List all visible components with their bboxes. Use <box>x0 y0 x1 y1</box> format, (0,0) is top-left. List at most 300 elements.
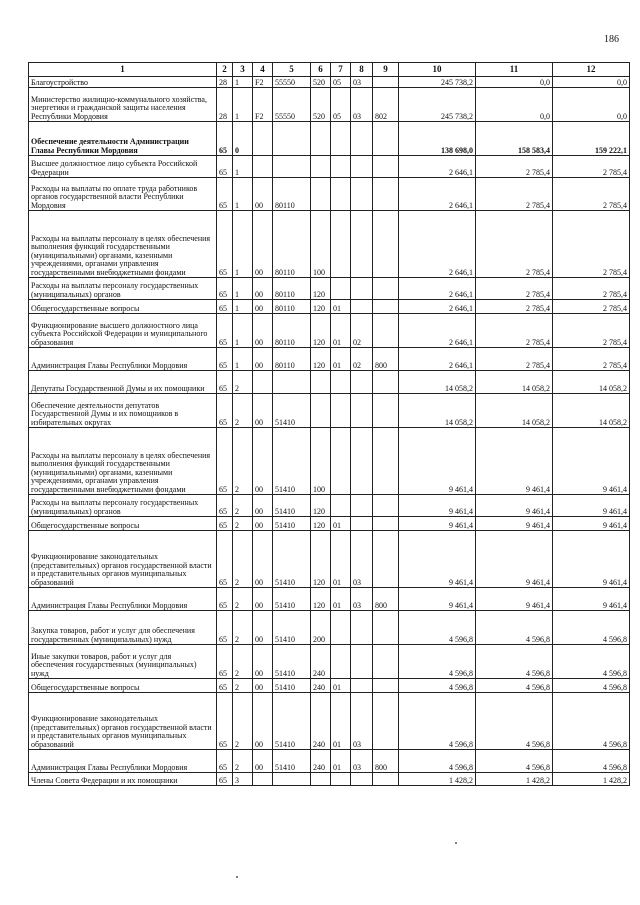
table-row <box>29 588 630 611</box>
code-cell: 120 <box>311 314 331 348</box>
amount-cell: 2 785,4 <box>476 278 553 300</box>
amount-cell: 4 596,8 <box>399 693 476 750</box>
code-cell <box>253 773 273 786</box>
code-cell: 800 <box>373 750 399 773</box>
code-cell <box>373 371 399 394</box>
amount-cell: 1 428,2 <box>476 773 553 786</box>
amount-cell: 4 596,8 <box>399 679 476 693</box>
amount-cell: 9 461,4 <box>553 428 630 495</box>
code-cell <box>273 773 311 786</box>
code-cell: 1 <box>233 278 253 300</box>
code-cell: 65 <box>217 531 233 588</box>
amount-cell: 9 461,4 <box>399 531 476 588</box>
code-cell: 80110 <box>273 300 311 314</box>
code-cell <box>311 178 331 211</box>
code-cell: 3 <box>233 773 253 786</box>
table-row <box>29 750 630 773</box>
code-cell: 00 <box>253 611 273 645</box>
code-cell: 200 <box>311 611 331 645</box>
code-cell: 00 <box>253 693 273 750</box>
code-cell <box>373 314 399 348</box>
code-cell: 0 <box>233 122 253 156</box>
code-cell: 00 <box>253 428 273 495</box>
code-cell: 65 <box>217 611 233 645</box>
code-cell <box>373 531 399 588</box>
code-cell: 2 <box>233 693 253 750</box>
code-cell: 01 <box>331 348 351 371</box>
code-cell: 2 <box>233 495 253 517</box>
row-label-cell: Администрация Главы Республики Мордовия <box>29 750 217 773</box>
row-label-cell: Депутаты Государственной Думы и их помощники <box>29 371 217 394</box>
code-cell: 28 <box>217 88 233 122</box>
code-cell: 01 <box>331 314 351 348</box>
table-header-row <box>29 63 630 77</box>
amount-cell: 2 785,4 <box>553 178 630 211</box>
code-cell: F2 <box>253 88 273 122</box>
row-label-cell: Функционирование законодательных (представительных) органов государственной власти и представительных органов муниципальных образований <box>29 693 217 750</box>
code-cell: 00 <box>253 679 273 693</box>
code-cell: 03 <box>351 531 373 588</box>
amount-cell: 245 738,2 <box>399 88 476 122</box>
code-cell <box>253 156 273 178</box>
amount-cell: 2 646,1 <box>399 314 476 348</box>
table-row <box>29 611 630 645</box>
code-cell <box>373 693 399 750</box>
amount-cell: 9 461,4 <box>476 428 553 495</box>
code-cell <box>253 122 273 156</box>
row-label-cell: Функционирование законодательных (представительных) органов государственной власти и представительных органов муниципальных образований <box>29 531 217 588</box>
code-cell: 02 <box>351 348 373 371</box>
code-cell: 802 <box>373 88 399 122</box>
row-label-cell: Расходы на выплаты персоналу в целях обеспечения выполнения функций государственными (муниципальными) органами, казенными учреждениями, органами управления государственными внебюджетными фондами <box>29 428 217 495</box>
code-cell <box>351 178 373 211</box>
code-cell <box>311 773 331 786</box>
code-cell: 51410 <box>273 517 311 531</box>
code-cell: 65 <box>217 693 233 750</box>
code-cell: 80110 <box>273 314 311 348</box>
code-cell: 01 <box>331 679 351 693</box>
table-row <box>29 314 630 348</box>
table-row <box>29 371 630 394</box>
amount-cell: 0,0 <box>553 77 630 88</box>
code-cell: 01 <box>331 693 351 750</box>
table-row <box>29 300 630 314</box>
amount-cell: 2 646,1 <box>399 278 476 300</box>
table-row <box>29 122 630 156</box>
code-cell: 00 <box>253 348 273 371</box>
amount-cell: 2 785,4 <box>553 211 630 278</box>
code-cell: 03 <box>351 77 373 88</box>
row-label-cell: Члены Совета Федерации и их помощники <box>29 773 217 786</box>
code-cell <box>351 611 373 645</box>
code-cell <box>373 611 399 645</box>
code-cell <box>331 278 351 300</box>
code-cell: 65 <box>217 588 233 611</box>
code-cell: 65 <box>217 178 233 211</box>
code-cell <box>253 371 273 394</box>
amount-cell: 4 596,8 <box>476 611 553 645</box>
budget-table <box>28 62 630 786</box>
code-cell: 120 <box>311 278 331 300</box>
code-cell: 65 <box>217 750 233 773</box>
amount-cell: 2 785,4 <box>476 156 553 178</box>
code-cell: 65 <box>217 348 233 371</box>
row-label-cell: Общегосударственные вопросы <box>29 679 217 693</box>
code-cell <box>331 773 351 786</box>
code-cell: 1 <box>233 314 253 348</box>
code-cell <box>331 211 351 278</box>
row-label-cell: Общегосударственные вопросы <box>29 517 217 531</box>
code-cell: 01 <box>331 517 351 531</box>
row-label-cell: Администрация Главы Республики Мордовия <box>29 588 217 611</box>
code-cell <box>373 428 399 495</box>
code-cell: 51410 <box>273 394 311 428</box>
code-cell <box>331 371 351 394</box>
code-cell: 100 <box>311 211 331 278</box>
amount-cell: 9 461,4 <box>476 588 553 611</box>
table-row <box>29 517 630 531</box>
row-label-cell: Расходы на выплаты по оплате труда работников органов государственной власти Республики Мордовия <box>29 178 217 211</box>
table-row <box>29 211 630 278</box>
page-number: 186 <box>604 34 619 45</box>
column-header: 9 <box>373 63 399 77</box>
amount-cell: 9 461,4 <box>476 517 553 531</box>
amount-cell: 9 461,4 <box>553 517 630 531</box>
code-cell <box>351 394 373 428</box>
code-cell: 65 <box>217 679 233 693</box>
table-row <box>29 178 630 211</box>
code-cell: 1 <box>233 211 253 278</box>
code-cell: 01 <box>331 300 351 314</box>
amount-cell: 2 646,1 <box>399 178 476 211</box>
amount-cell: 0,0 <box>476 77 553 88</box>
code-cell: 800 <box>373 348 399 371</box>
column-header: 5 <box>273 63 311 77</box>
amount-cell: 2 646,1 <box>399 211 476 278</box>
code-cell: 1 <box>233 348 253 371</box>
code-cell: 65 <box>217 394 233 428</box>
column-header: 6 <box>311 63 331 77</box>
scan-speck <box>455 842 457 844</box>
code-cell: 1 <box>233 156 253 178</box>
code-cell <box>351 278 373 300</box>
code-cell <box>331 178 351 211</box>
amount-cell: 0,0 <box>553 88 630 122</box>
code-cell: 05 <box>331 77 351 88</box>
code-cell: 00 <box>253 211 273 278</box>
code-cell <box>373 517 399 531</box>
column-header: 11 <box>476 63 553 77</box>
code-cell: 80110 <box>273 178 311 211</box>
code-cell <box>273 122 311 156</box>
amount-cell: 2 646,1 <box>399 348 476 371</box>
table-row <box>29 773 630 786</box>
amount-cell: 9 461,4 <box>553 495 630 517</box>
code-cell: 55550 <box>273 77 311 88</box>
amount-cell: 4 596,8 <box>476 679 553 693</box>
amount-cell: 158 583,4 <box>476 122 553 156</box>
amount-cell: 2 785,4 <box>476 300 553 314</box>
code-cell: 65 <box>217 428 233 495</box>
code-cell: 65 <box>217 314 233 348</box>
code-cell <box>373 156 399 178</box>
code-cell: 80110 <box>273 348 311 371</box>
code-cell <box>373 679 399 693</box>
code-cell <box>373 77 399 88</box>
code-cell: 00 <box>253 531 273 588</box>
amount-cell: 4 596,8 <box>399 611 476 645</box>
code-cell: 2 <box>233 531 253 588</box>
amount-cell: 245 738,2 <box>399 77 476 88</box>
code-cell: 80110 <box>273 211 311 278</box>
code-cell: 00 <box>253 495 273 517</box>
code-cell: 65 <box>217 156 233 178</box>
row-label-cell: Администрация Главы Республики Мордовия <box>29 348 217 371</box>
amount-cell: 2 785,4 <box>553 348 630 371</box>
code-cell: 520 <box>311 88 331 122</box>
code-cell: 00 <box>253 750 273 773</box>
code-cell <box>311 122 331 156</box>
code-cell: 51410 <box>273 645 311 679</box>
amount-cell: 14 058,2 <box>553 394 630 428</box>
code-cell <box>373 645 399 679</box>
amount-cell: 14 058,2 <box>476 394 553 428</box>
amount-cell: 2 785,4 <box>553 278 630 300</box>
row-label-cell: Закупка товаров, работ и услуг для обеспечения государственных (муниципальных) нужд <box>29 611 217 645</box>
amount-cell: 4 596,8 <box>399 750 476 773</box>
table-row <box>29 428 630 495</box>
code-cell: 120 <box>311 348 331 371</box>
code-cell: 120 <box>311 495 331 517</box>
code-cell: 00 <box>253 645 273 679</box>
code-cell <box>331 645 351 679</box>
amount-cell: 1 428,2 <box>553 773 630 786</box>
amount-cell: 4 596,8 <box>476 645 553 679</box>
table-row <box>29 394 630 428</box>
column-header: 8 <box>351 63 373 77</box>
code-cell <box>331 156 351 178</box>
amount-cell: 4 596,8 <box>476 750 553 773</box>
amount-cell: 159 222,1 <box>553 122 630 156</box>
code-cell: 00 <box>253 517 273 531</box>
code-cell: 03 <box>351 693 373 750</box>
code-cell: 65 <box>217 645 233 679</box>
code-cell <box>351 156 373 178</box>
code-cell: 2 <box>233 679 253 693</box>
amount-cell: 138 698,0 <box>399 122 476 156</box>
code-cell <box>311 371 331 394</box>
row-label-cell: Обеспечение деятельности Администрации Главы Республики Мордовия <box>29 122 217 156</box>
code-cell <box>331 428 351 495</box>
code-cell <box>351 122 373 156</box>
code-cell: 02 <box>351 314 373 348</box>
code-cell <box>373 773 399 786</box>
column-header: 7 <box>331 63 351 77</box>
amount-cell: 9 461,4 <box>399 495 476 517</box>
code-cell: 800 <box>373 588 399 611</box>
code-cell: 03 <box>351 750 373 773</box>
code-cell <box>331 611 351 645</box>
amount-cell: 4 596,8 <box>553 645 630 679</box>
code-cell: 55550 <box>273 88 311 122</box>
code-cell: 1 <box>233 178 253 211</box>
code-cell: 1 <box>233 77 253 88</box>
amount-cell: 2 646,1 <box>399 300 476 314</box>
code-cell: 00 <box>253 278 273 300</box>
code-cell: 65 <box>217 773 233 786</box>
amount-cell: 14 058,2 <box>553 371 630 394</box>
amount-cell: 2 785,4 <box>553 156 630 178</box>
code-cell: 65 <box>217 278 233 300</box>
code-cell: 65 <box>217 300 233 314</box>
code-cell: 01 <box>331 750 351 773</box>
table-row <box>29 156 630 178</box>
row-label-cell: Обеспечение деятельности депутатов Государственной Думы и их помощников в избирательных округах <box>29 394 217 428</box>
code-cell: 51410 <box>273 679 311 693</box>
code-cell <box>351 495 373 517</box>
code-cell: 2 <box>233 394 253 428</box>
row-label-cell: Расходы на выплаты персоналу государственных (муниципальных) органов <box>29 495 217 517</box>
row-label-cell: Министерство жилищно-коммунального хозяйства, энергетики и гражданской защиты населения Республики Мордовия <box>29 88 217 122</box>
code-cell: 2 <box>233 428 253 495</box>
code-cell: 00 <box>253 300 273 314</box>
code-cell: 01 <box>331 588 351 611</box>
row-label-cell: Расходы на выплаты персоналу государственных (муниципальных) органов <box>29 278 217 300</box>
code-cell <box>373 495 399 517</box>
code-cell: 03 <box>351 88 373 122</box>
column-header: 4 <box>253 63 273 77</box>
amount-cell: 9 461,4 <box>553 588 630 611</box>
code-cell: 01 <box>331 531 351 588</box>
code-cell: 240 <box>311 693 331 750</box>
code-cell <box>351 679 373 693</box>
code-cell: 51410 <box>273 611 311 645</box>
amount-cell: 2 785,4 <box>553 314 630 348</box>
code-cell <box>331 495 351 517</box>
code-cell: 65 <box>217 211 233 278</box>
code-cell: 51410 <box>273 693 311 750</box>
code-cell <box>351 428 373 495</box>
row-label-cell: Высшее должностное лицо субъекта Российской Федерации <box>29 156 217 178</box>
amount-cell: 2 785,4 <box>476 314 553 348</box>
amount-cell: 4 596,8 <box>399 645 476 679</box>
row-label-cell: Функционирование высшего должностного лица субъекта Российской Федерации и муниципального образования <box>29 314 217 348</box>
code-cell <box>351 371 373 394</box>
code-cell <box>311 156 331 178</box>
table-row <box>29 693 630 750</box>
code-cell: 51410 <box>273 588 311 611</box>
code-cell: 05 <box>331 88 351 122</box>
code-cell: 00 <box>253 178 273 211</box>
table-row <box>29 645 630 679</box>
table-row <box>29 531 630 588</box>
row-label-cell: Расходы на выплаты персоналу в целях обеспечения выполнения функций государственными (муниципальными) органами, казенными учреждениями, органами управления государственными внебюджетными фондами <box>29 211 217 278</box>
code-cell <box>351 211 373 278</box>
table-row <box>29 278 630 300</box>
code-cell: 00 <box>253 588 273 611</box>
amount-cell: 9 461,4 <box>476 495 553 517</box>
amount-cell: 14 058,2 <box>399 394 476 428</box>
amount-cell: 4 596,8 <box>553 693 630 750</box>
column-header: 2 <box>217 63 233 77</box>
column-header: 12 <box>553 63 630 77</box>
code-cell: 51410 <box>273 750 311 773</box>
code-cell: 65 <box>217 517 233 531</box>
code-cell: 2 <box>233 750 253 773</box>
amount-cell: 9 461,4 <box>399 428 476 495</box>
code-cell <box>351 773 373 786</box>
code-cell <box>373 211 399 278</box>
code-cell: 1 <box>233 88 253 122</box>
code-cell: 520 <box>311 77 331 88</box>
code-cell: 00 <box>253 314 273 348</box>
table-row <box>29 495 630 517</box>
code-cell: 51410 <box>273 531 311 588</box>
code-cell <box>351 300 373 314</box>
amount-cell: 2 646,1 <box>399 156 476 178</box>
row-label-cell: Общегосударственные вопросы <box>29 300 217 314</box>
code-cell: 1 <box>233 300 253 314</box>
table-row <box>29 88 630 122</box>
amount-cell: 1 428,2 <box>399 773 476 786</box>
code-cell <box>373 394 399 428</box>
code-cell: 00 <box>253 394 273 428</box>
code-cell: 240 <box>311 645 331 679</box>
column-header: 1 <box>29 63 217 77</box>
code-cell: 2 <box>233 645 253 679</box>
code-cell <box>373 122 399 156</box>
code-cell <box>373 300 399 314</box>
code-cell: 65 <box>217 371 233 394</box>
code-cell: 65 <box>217 495 233 517</box>
row-label-cell: Благоустройство <box>29 77 217 88</box>
code-cell <box>351 517 373 531</box>
code-cell: 2 <box>233 371 253 394</box>
amount-cell: 2 785,4 <box>476 178 553 211</box>
code-cell <box>311 394 331 428</box>
code-cell <box>331 394 351 428</box>
amount-cell: 2 785,4 <box>476 348 553 371</box>
amount-cell: 4 596,8 <box>553 679 630 693</box>
code-cell: 51410 <box>273 495 311 517</box>
code-cell: 28 <box>217 77 233 88</box>
code-cell: 120 <box>311 588 331 611</box>
code-cell: 240 <box>311 750 331 773</box>
amount-cell: 9 461,4 <box>399 588 476 611</box>
code-cell <box>331 122 351 156</box>
code-cell: F2 <box>253 77 273 88</box>
amount-cell: 2 785,4 <box>476 211 553 278</box>
code-cell: 80110 <box>273 278 311 300</box>
amount-cell: 9 461,4 <box>399 517 476 531</box>
code-cell: 120 <box>311 531 331 588</box>
code-cell: 2 <box>233 517 253 531</box>
column-header: 3 <box>233 63 253 77</box>
amount-cell: 4 596,8 <box>553 750 630 773</box>
amount-cell: 9 461,4 <box>476 531 553 588</box>
code-cell <box>273 371 311 394</box>
table-row <box>29 348 630 371</box>
code-cell: 03 <box>351 588 373 611</box>
code-cell <box>273 156 311 178</box>
table-row <box>29 679 630 693</box>
code-cell <box>373 178 399 211</box>
amount-cell: 14 058,2 <box>399 371 476 394</box>
code-cell: 240 <box>311 679 331 693</box>
code-cell <box>351 645 373 679</box>
code-cell: 120 <box>311 517 331 531</box>
amount-cell: 2 785,4 <box>553 300 630 314</box>
